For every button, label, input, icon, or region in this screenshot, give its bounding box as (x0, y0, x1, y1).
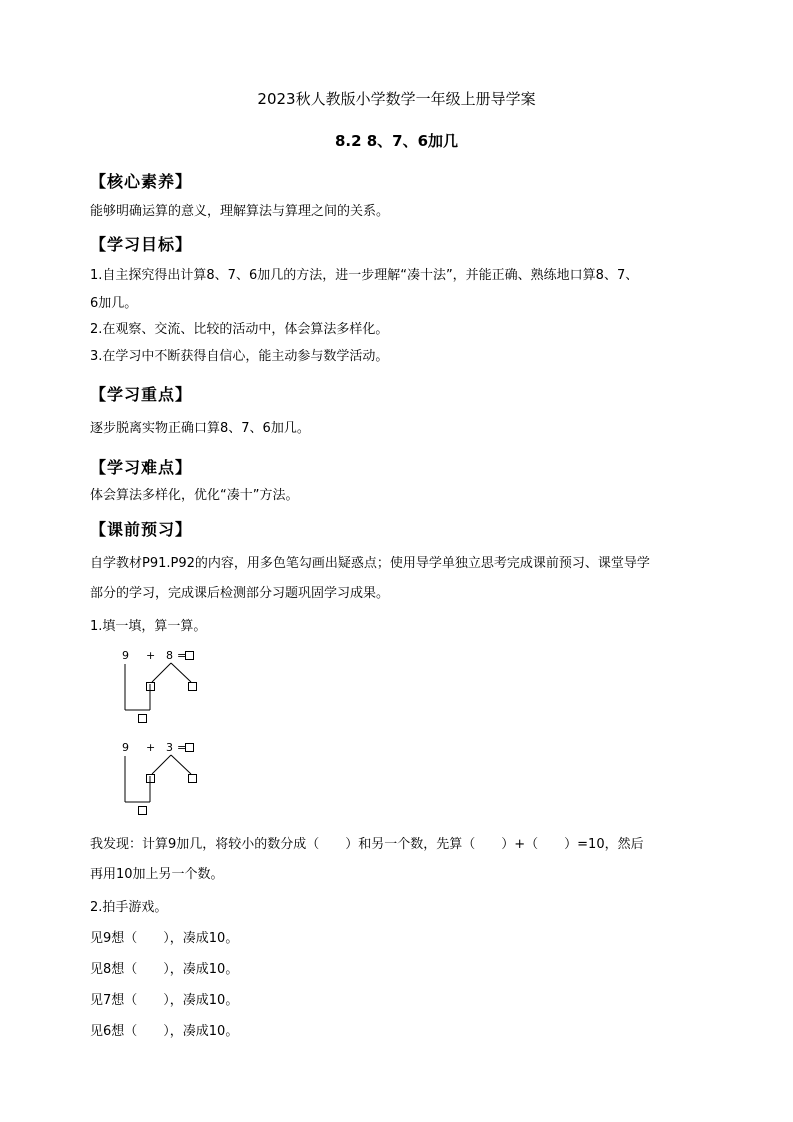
lesson-subtitle: 8.2 8、7、6加几 (334, 132, 459, 150)
heading-core: 【核心素养】 (90, 172, 193, 191)
split-box-right[interactable] (188, 682, 197, 691)
difficult-text: 体会算法多样化，优化“凑十”方法。 (90, 488, 299, 503)
ten-box[interactable] (138, 714, 147, 723)
goal-item-1-line-2: 6加几。 (90, 296, 138, 311)
document-title: 2023秋人教版小学数学一年级上册导学案 (257, 90, 536, 108)
split-box-left[interactable] (146, 682, 155, 691)
preview-intro-line-1: 自学教材P91.P92的内容，用多色笔勾画出疑惑点；使用导学单独立思考完成课前预习、课堂导学 (90, 556, 650, 571)
ten-box[interactable] (138, 806, 147, 815)
preview-intro-line-2: 部分的学习，完成课后检测部分习题巩固学习成果。 (90, 586, 390, 601)
equals-sign: = (177, 649, 187, 662)
decomposition-diagram-2 (110, 740, 210, 820)
goal-item-3: 3.在学习中不断获得自信心，能主动参与数学活动。 (90, 349, 389, 364)
addend-a: 9 (122, 649, 129, 662)
game-line: 见6想（ ），凑成10。 (90, 1024, 239, 1039)
game-line: 见7想（ ），凑成10。 (90, 993, 239, 1008)
addend-a: 9 (122, 741, 129, 754)
game-line: 见8想（ ），凑成10。 (90, 962, 239, 977)
answer-box[interactable] (185, 651, 194, 660)
addend-b: 8 (166, 649, 173, 662)
goal-item-1-line-1: 1.自主探究得出计算8、7、6加几的方法，进一步理解“凑十法”，并能正确、熟练地口算8、7、 (90, 268, 639, 283)
split-box-left[interactable] (146, 774, 155, 783)
question-2: 2.拍手游戏。 (90, 900, 168, 915)
game-line: 见9想（ ），凑成10。 (90, 931, 239, 946)
plus-sign: + (146, 649, 156, 662)
equals-sign: = (177, 741, 187, 754)
heading-preview: 【课前预习】 (90, 520, 193, 539)
heading-goals: 【学习目标】 (90, 235, 193, 254)
split-box-right[interactable] (188, 774, 197, 783)
discover-line-2: 再用10加上另一个数。 (90, 867, 224, 882)
goal-item-2: 2.在观察、交流、比较的活动中，体会算法多样化。 (90, 322, 389, 337)
heading-difficult: 【学习难点】 (90, 458, 193, 477)
key-text: 逐步脱离实物正确口算8、7、6加几。 (90, 421, 310, 436)
decomposition-diagram-1 (110, 648, 210, 728)
addend-b: 3 (166, 741, 173, 754)
plus-sign: + (146, 741, 156, 754)
core-text: 能够明确运算的意义，理解算法与算理之间的关系。 (90, 204, 390, 219)
discover-line-1: 我发现：计算9加几，将较小的数分成（ ）和另一个数，先算（ ）+（ ）=10，然后 (90, 837, 644, 852)
answer-box[interactable] (185, 743, 194, 752)
heading-key: 【学习重点】 (90, 385, 193, 404)
question-1: 1.填一填，算一算。 (90, 619, 207, 634)
